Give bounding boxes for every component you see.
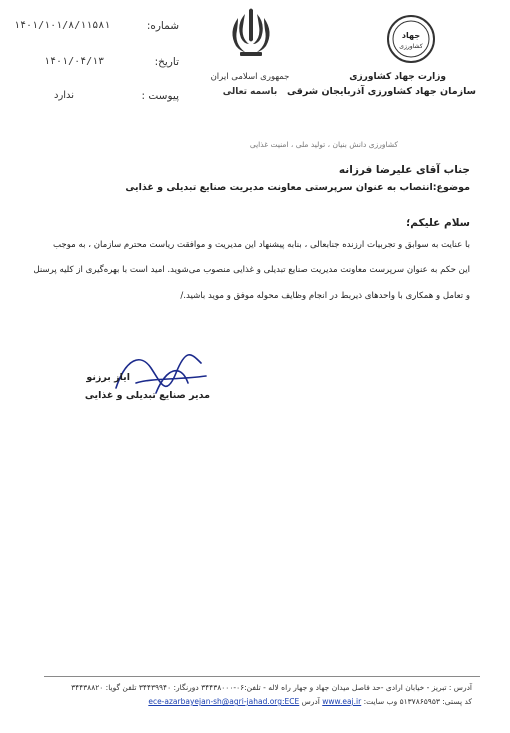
letter-date-row	[14, 56, 179, 72]
footer-email-label: آدرس	[301, 697, 320, 706]
subject-line: موضوع:انتصاب به عنوان سرپرستی معاونت مدیریت صنایع تبدیلی و غذایی	[125, 182, 470, 193]
emblem-caption-basmeh: باسمه تعالی	[222, 87, 278, 97]
svg-text:جهاد: جهاد	[401, 31, 421, 40]
letter-date-label: تاریخ:	[154, 56, 179, 68]
signer-title: مدیر صنایع تبدیلی و غذایی	[84, 390, 210, 401]
letter-number-value: ۱۴۰۱/۱۰۱/۸/۱۱۵۸۱	[14, 20, 111, 31]
organization-name: سازمان جهاد کشاورزی آذربایجان شرقی	[287, 86, 476, 97]
greeting: سلام علیکم؛	[406, 217, 470, 229]
letter-date-value: ۱۴۰۱/۰۴/۱۳	[44, 56, 105, 67]
svg-text:کشاورزی: کشاورزی	[399, 43, 423, 50]
signer-name: ایاز برزنو	[86, 372, 130, 383]
paragraph-line-1: با عنایت به سوابق و تجربیات ارزنده جنابعالی ، بنابه پیشنهاد این مدیریت و موافقت ریاست محترم سازمان ، به موجب	[52, 240, 470, 250]
emblem-caption-country: جمهوری اسلامی ایران	[210, 72, 290, 82]
paragraph-line-3: و تعامل و همکاری با واحدهای ذیربط در انجام وظایف محوله موفق و موید باشید./	[180, 291, 470, 301]
paragraph-line-2: این حکم به عنوان سرپرست معاونت مدیریت صنایع تبدیلی و غذایی منصوب می‌شوید. امید است با بهره‌گیری از کلیه پرسنل	[33, 265, 470, 275]
iran-emblem-icon	[228, 6, 274, 58]
letter-number-label: شماره:	[146, 20, 179, 32]
ministry-name: وزارت جهاد کشاورزی	[349, 72, 446, 82]
footer-divider	[44, 676, 480, 677]
footer-website-link[interactable]: www.eaj.ir	[322, 697, 362, 706]
tagline: کشاورزی دانش بنیان ، تولید ملی ، امنیت غذایی	[249, 140, 398, 149]
recipient: جناب آقای علیرضا فرزانه	[338, 164, 470, 176]
footer-email-link[interactable]: ece-azarbayejan-sh@agri-jahad.org:ECE	[148, 697, 300, 706]
attachment-label: پیوست :	[141, 90, 179, 102]
footer-address: آدرس : تبریز - خیابان ارادی -حد فاصل میدان جهاد و جهار راه لاله - تلفن:۰۶-۳۴۴۳۸۰۰۰ دورنگار: ۳۴۴۳۹۹۴۰ تلفن گویا: ۳۴۴۳۸۸۲۰	[71, 683, 472, 692]
footer-contact-row	[46, 697, 472, 706]
attachment-row	[14, 90, 179, 106]
jahad-logo-icon	[386, 14, 436, 64]
letter-number-row	[14, 20, 179, 36]
attachment-value: ندارد	[54, 90, 75, 101]
footer-postal: کد پستی: ۵۱۳۷۸۶۵۹۵۳ وب سایت:	[363, 697, 472, 706]
